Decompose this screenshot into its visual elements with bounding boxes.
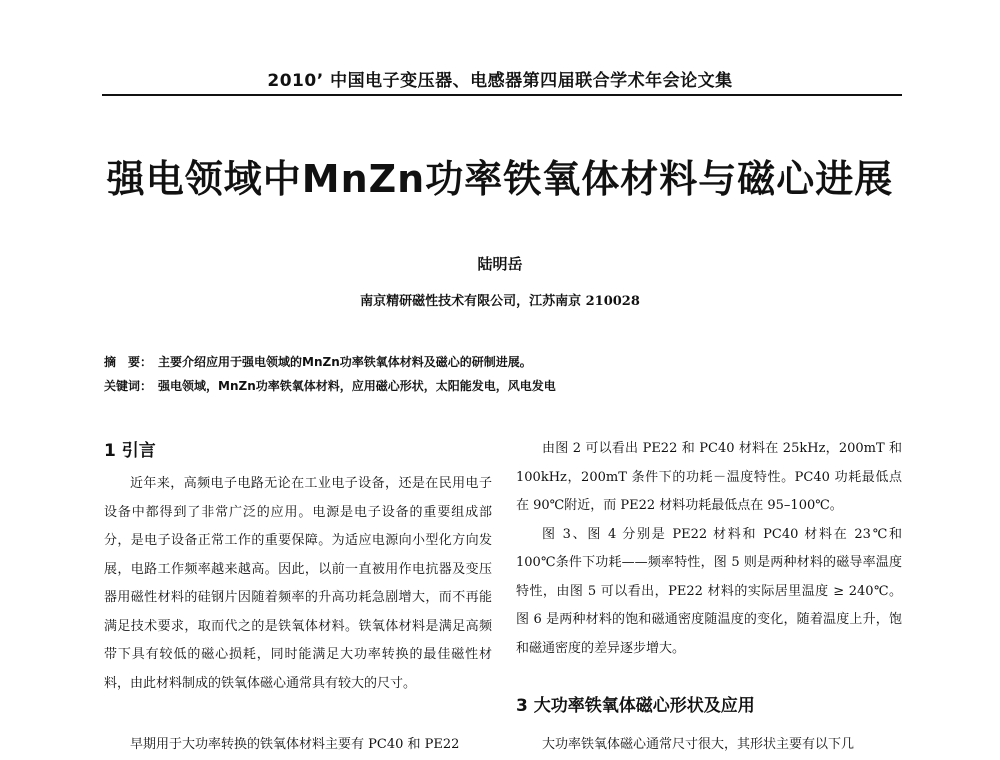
paragraph: 图 3、图 4 分别是 PE22 材料和 PC40 材料在 23℃和 100℃条件下功耗——频率特性，图 5 则是两种材料的磁导率温度特性，由图 5 可以看出，PE22 材料的实际居里温度 ≥ 240℃。图 6 是两种材料的饱和磁通密度随温度的变化，随着温度上升，饱和磁通密度的差异逐步增大。 — [516, 526, 902, 656]
header-rule — [102, 94, 902, 96]
paragraph: 由图 2 可以看出 PE22 和 PC40 材料在 25kHz，200mT 和 100kHz，200mT 条件下的功耗－温度特性。PC40 功耗最低点在 90℃附近，而 PE22 材料功耗最低点在 95–100℃。 — [516, 441, 902, 513]
right-column-body — [516, 435, 902, 663]
running-head: 2010’ 中国电子变压器、电感器第四届联合学术年会论文集 — [267, 71, 733, 91]
paper-title: 强电领域中MnZn功率铁氧体材料与磁心进展 — [106, 157, 894, 201]
paragraph: 近年来，高频电子电路无论在工业电子设备，还是在民用电子设备中都得到了非常广泛的应用。电源是电子设备的重要组成部分，是电子设备正常工作的重要保障。为适应电源向小型化方向发展，电路工作频率越来越高。因此，以前一直被用作电抗器及变压器用磁性材料的硅钢片因随着频率的升高功耗急剧增大，而不再能满足技术要求，取而代之的是铁氧体材料。铁氧体材料是满足高频带下具有较低的磁心损耗，同时能满足大功率转换的最佳磁性材料，由此材料制成的铁氧体磁心通常具有较大的尺寸。 — [104, 476, 492, 691]
abstract — [104, 353, 904, 371]
abstract-text: 主要介绍应用于强电领域的MnZn功率铁氧体材料及磁心的研制进展。 — [158, 355, 532, 369]
keywords-text: 强电领域，MnZn功率铁氧体材料，应用磁心形状，太阳能发电，风电发电 — [158, 379, 556, 393]
section-heading-3: 3 大功率铁氧体磁心形状及应用 — [516, 696, 755, 716]
paragraph: 早期用于大功率转换的铁氧体材料主要有 PC40 和 PE22 — [130, 737, 460, 752]
affiliation: 南京精研磁性技术有限公司，江苏南京 210028 — [360, 294, 640, 309]
abstract-label: 摘 要： — [104, 355, 153, 369]
section-heading-intro: 1 引言 — [104, 441, 156, 461]
right-column-continuation — [516, 731, 902, 760]
author-name: 陆明岳 — [477, 255, 523, 273]
left-column-body — [104, 470, 492, 698]
keywords-label: 关键词： — [104, 379, 153, 393]
paragraph: 大功率铁氧体磁心通常尺寸很大，其形状主要有以下几 — [542, 737, 855, 752]
left-column-continuation — [104, 731, 492, 760]
keywords — [104, 377, 904, 395]
